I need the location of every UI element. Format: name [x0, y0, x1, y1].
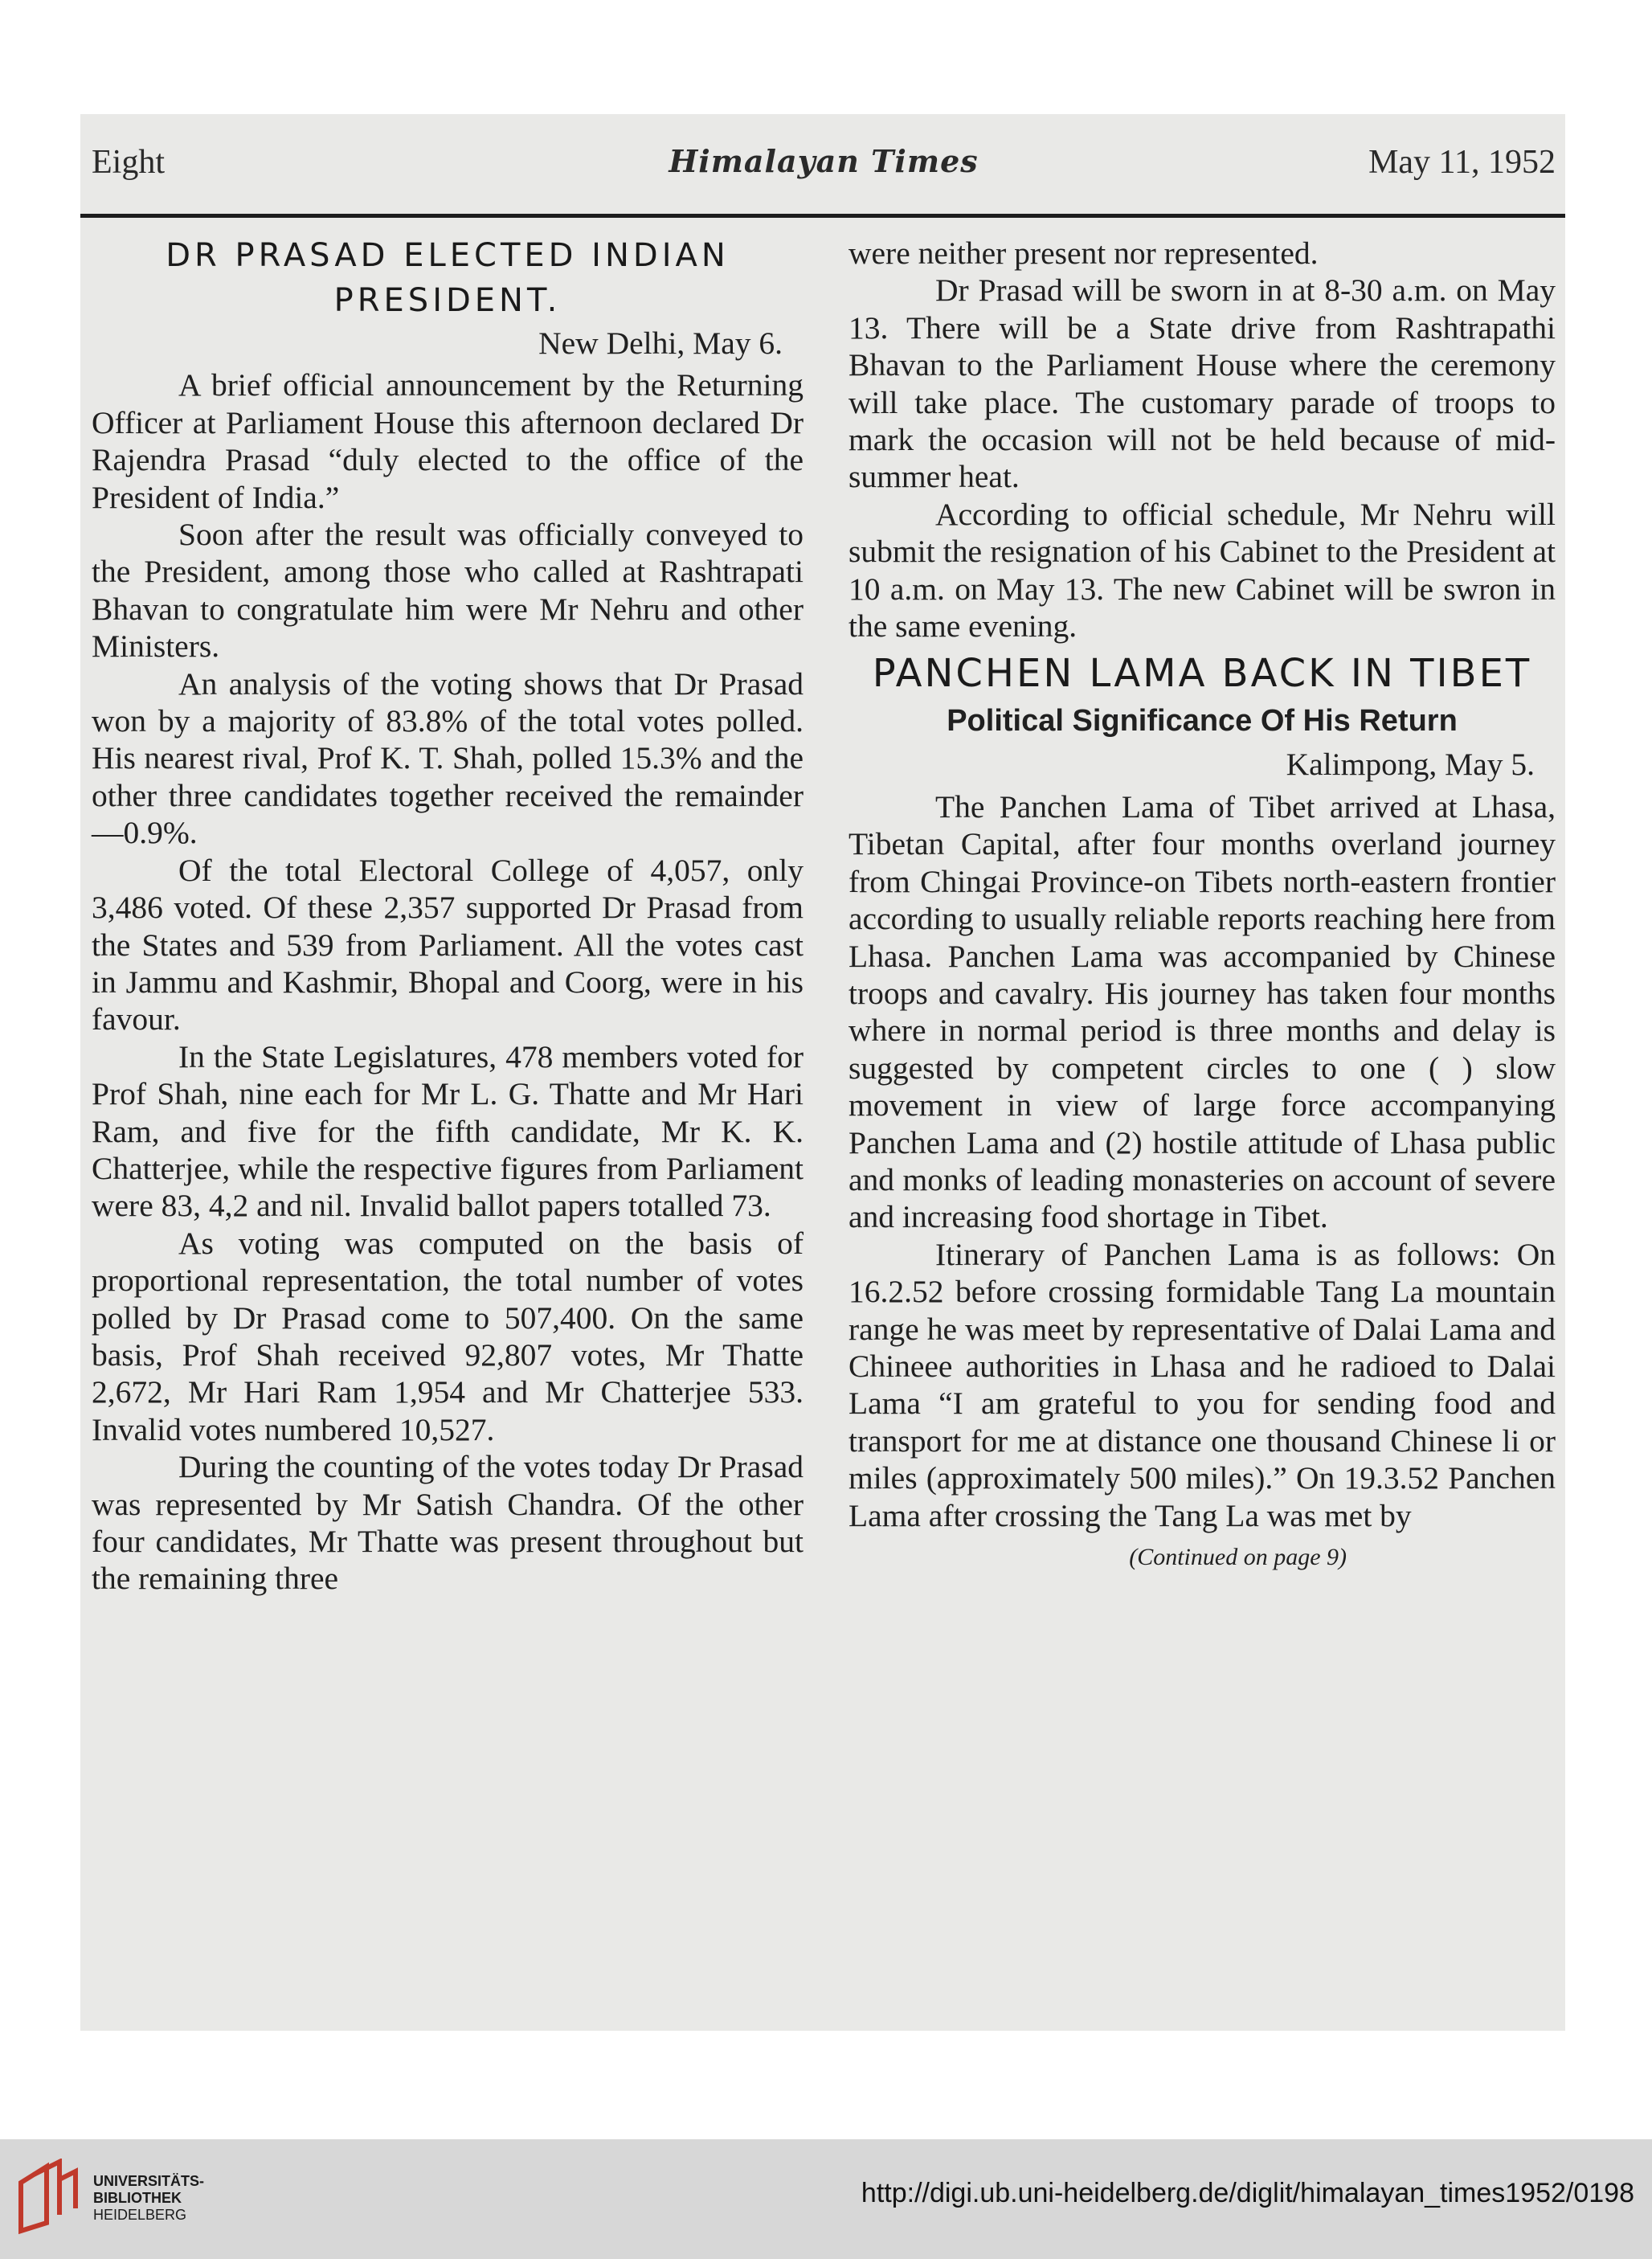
article1-headline-line1: DR PRASAD ELECTED INDIAN: [166, 237, 730, 274]
article1-paragraph: A brief official announcement by the Returning Officer at Parliament House this afternoon declared Dr Rajendra Prasad “duly elected to the office of the President of India.”: [92, 367, 804, 515]
article1-paragraph: Soon after the result was officially conveyed to the President, among those who called at Rashtrapati Bhavan to congratulate him were Mr Nehru and other Ministers.: [92, 517, 804, 665]
article1-paragraph: As voting was computed on the basis of proportional representation, the total number of votes polled by Dr Prasad come to 507,400. On the same basis, Prof Shah received 92,807 votes, Mr Thatte 2,672, Mr Hari Ram 1,954 and Mr Chatterjee 533. Invalid votes numbered 10,527.: [92, 1225, 804, 1447]
article1-dateline: New Delhi, May 6.: [538, 325, 783, 361]
article1-paragraph: An analysis of the voting shows that Dr Prasad won by a majority of 83.8% of the total votes polled. His nearest rival, Prof K. T. Shah, polled 15.3% and the other three candidates together received the remainder—0.9%.: [92, 665, 804, 851]
header-rule: [80, 214, 1565, 218]
masthead: Himalayan Times: [669, 143, 979, 179]
left-column: [92, 235, 804, 1598]
library-logo-icon: [14, 2159, 80, 2236]
right-column: [848, 235, 1556, 1576]
page-header: [92, 130, 1556, 186]
article1-paragraph: In the State Legislatures, 478 members voted for Prof Shah, nine each for Mr L. G. Thatte and Mr Hari Ram, and five for the fifth candidate, Mr K. K. Chatterjee, while the respective figures from Parliament were 83, 4,2 and nil. Invalid ballot papers totalled 73.: [92, 1038, 804, 1224]
continued-note: (Continued on page 9): [1129, 1544, 1347, 1570]
newspaper-page: [80, 114, 1565, 2031]
article2-paragraph: Itinerary of Panchen Lama is as follows: On 16.2.52 before crossing formidable Tang La mountain range he was meet by representative of Dalai Lama and Chineee authorities in Lhasa and he radioed to Dalai Lama “I am grateful to you for sending food and transport for me at distance one thousand Chinese li or miles (approximately 500 miles).” On 19.3.52 Panchen Lama after crossing the Tang La was met by: [848, 1236, 1556, 1533]
page-number: Eight: [92, 144, 165, 181]
source-url-link[interactable]: http://digi.ub.uni-heidelberg.de/diglit/himalayan_times1952/0198: [861, 2178, 1634, 2208]
article1-headline-line2: PRESIDENT.: [333, 282, 562, 319]
library-name: UNIVERSITÄTS- BIBLIOTHEK HEIDELBERG: [93, 2173, 205, 2223]
footer-bar: [0, 2139, 1652, 2259]
article1-paragraph: Of the total Electoral College of 4,057, only 3,486 voted. Of these 2,357 supported Dr Prasad from the States and 539 from Parliament. All the votes cast in Jammu and Kashmir, Bhopal and Coorg, were in his favour.: [92, 852, 804, 1037]
issue-date: May 11, 1952: [1368, 144, 1556, 181]
article1-paragraph: During the counting of the votes today Dr Prasad was represented by Mr Satish Chandra. Of the other four candidates, Mr Thatte was present throughout but the remaining three: [92, 1449, 804, 1597]
article1-continuation: were neither present nor represented.: [848, 235, 1319, 271]
article2-headline: PANCHEN LAMA BACK IN TIBET: [872, 651, 1532, 697]
article2-dateline: Kalimpong, May 5.: [1286, 747, 1535, 783]
article1-continuation: According to official schedule, Mr Nehru will submit the resignation of his Cabinet to the President at 10 a.m. on May 13. The new Cabinet will be swron in the same evening.: [848, 496, 1556, 645]
article2-subheadline: Political Significance Of His Return: [947, 704, 1458, 739]
article2-paragraph: The Panchen Lama of Tibet arrived at Lhasa, Tibetan Capital, after four months overland journey from Chingai Province-on Tibets north-eastern frontier according to usually reliable reports reaching here from Lhasa. Panchen Lama was accompanied by Chinese troops and cavalry. His journey has taken four months where in normal period is three months and delay is suggested by competent circles to one ( ) slow movement in view of large force accompanying Panchen Lama and (2) hostile attitude of Lhasa public and monks of leading monasteries on account of severe and increasing food shortage in Tibet.: [848, 788, 1556, 1235]
article1-continuation: Dr Prasad will be sworn in at 8-30 a.m. on May 13. There will be a State drive from Rashtrapathi Bhavan to the Parliament House where the ceremony will take place. The customary parade of troops to mark the occasion will not be held because of mid-summer heat.: [848, 272, 1556, 495]
